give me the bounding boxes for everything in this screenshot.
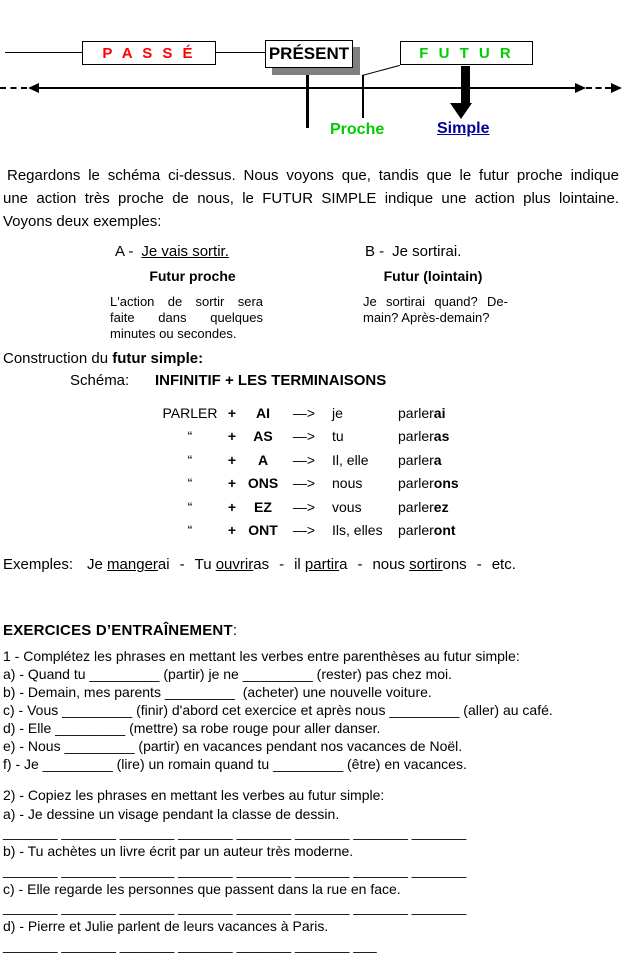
futur-simple-arrow-head-icon xyxy=(450,103,472,119)
proche-tick-line xyxy=(362,75,364,118)
note-line: faite dans quelques xyxy=(110,310,263,325)
note-line: main? Après-demain? xyxy=(363,310,490,325)
plus-sign: + xyxy=(227,405,237,421)
exemple-root: manger xyxy=(107,556,158,573)
exemples-etc: etc. xyxy=(491,556,516,573)
futur-simple-arrow-shaft xyxy=(461,66,470,104)
timeline-dash-left xyxy=(0,87,27,89)
exemple-pre: Tu xyxy=(194,556,216,573)
construction-heading xyxy=(3,350,203,367)
example-b-title: Futur (lointain) xyxy=(383,268,483,284)
pronoun-cell: Il, elle xyxy=(332,451,369,468)
ending-cell: AI xyxy=(256,405,270,421)
simple-label: Simple xyxy=(437,120,490,137)
schema-formula: INFINITIF + LES TERMINAISONS xyxy=(155,372,387,389)
exemple-item xyxy=(372,556,466,573)
plus-sign: + xyxy=(227,451,237,468)
exemple-item xyxy=(195,556,269,573)
plus-sign: + xyxy=(227,522,237,539)
part2-item: c) - Elle regarde les personnes que passent dans la rue en face. xyxy=(3,880,401,897)
pronoun-cell: Ils, elles xyxy=(332,522,383,539)
verb-cell: “ xyxy=(187,475,193,492)
ending-cell: ONS xyxy=(247,475,279,492)
verb-cell: “ xyxy=(187,428,193,445)
part2-blank-line: _______ _______ _______ _______ _______ _______ _______ _______ xyxy=(3,824,467,841)
part2-item: b) - Tu achètes un livre écrit par un auteur très moderne. xyxy=(3,843,354,860)
construction-prefix: Construction du xyxy=(3,350,113,367)
conjugated-stem: parler xyxy=(398,498,434,515)
part1-item: b) - Demain, mes parents _________ (acheter) une nouvelle voiture. xyxy=(3,684,432,700)
example-b-text: Je sortirai. xyxy=(392,243,462,260)
conjugation-row xyxy=(158,425,459,448)
conjugated-stem: parler xyxy=(398,428,434,445)
conjugated-stem: parler xyxy=(398,451,434,468)
pronoun-cell: vous xyxy=(332,498,362,515)
arrow-glyph: —> xyxy=(292,405,316,421)
futur-box xyxy=(400,41,533,65)
separator: - xyxy=(179,556,185,573)
arrow-glyph: —> xyxy=(292,451,316,468)
intro-line: Regardons le schéma ci-dessus. Nous voyons que, tandis que le futur proche indique xyxy=(7,167,619,184)
ending-cell: ONT xyxy=(248,522,278,539)
note-line: Je sortirai quand? De- xyxy=(363,294,508,309)
futur-label: F U T U R xyxy=(419,44,514,62)
exercises-title-text: EXERCICES D’ENTRAÎNEMENT xyxy=(3,622,233,639)
example-a-text: Je vais sortir. xyxy=(141,243,229,260)
proche-label: Proche xyxy=(330,121,385,138)
conjugated-suffix: ont xyxy=(433,522,456,539)
exemple-end: ai xyxy=(157,556,170,573)
exemple-pre: il xyxy=(294,556,305,573)
present-box xyxy=(265,40,353,68)
conjugated-cell xyxy=(390,472,459,495)
separator: - xyxy=(476,556,482,573)
verb-cell: PARLER xyxy=(162,405,218,421)
connector-mid-line xyxy=(214,52,265,53)
exemple-end: ons xyxy=(442,556,467,573)
conjugated-cell xyxy=(390,519,456,542)
part1-item: f) - Je _________ (lire) un romain quand tu _________ (être) en vacances. xyxy=(3,756,467,772)
conjugation-table xyxy=(158,402,459,542)
exemples-label: Exemples: xyxy=(3,556,74,573)
exemple-end: as xyxy=(253,556,270,573)
part2-blank-line: _______ _______ _______ _______ _______ _______ _______ _______ xyxy=(3,899,467,916)
verb-cell: “ xyxy=(187,522,193,539)
verb-cell: “ xyxy=(187,498,193,515)
note-line: L'action de sortir sera xyxy=(110,294,263,309)
exercise-part1 xyxy=(3,647,553,773)
conjugated-stem: parler xyxy=(398,405,434,421)
pronoun-cell: nous xyxy=(332,475,363,492)
exemple-item xyxy=(294,556,347,573)
present-label: PRÉSENT xyxy=(268,44,350,63)
example-a-label: A - xyxy=(115,243,134,260)
exemple-root: partir xyxy=(304,556,340,573)
timeline-arrowhead-far-right-icon xyxy=(611,83,622,93)
part1-instruction: 1 - Complétez les phrases en mettant les verbes entre parenthèses au futur simple: xyxy=(3,648,520,664)
conjugated-suffix: a xyxy=(433,451,442,468)
ending-cell: A xyxy=(257,451,269,468)
exemple-pre: nous xyxy=(372,556,410,573)
conjugated-suffix: ez xyxy=(433,498,449,515)
exemples-line xyxy=(3,556,516,573)
conjugation-row xyxy=(158,519,459,542)
conjugated-cell xyxy=(390,425,449,448)
construction-emphasis: futur simple: xyxy=(112,350,204,367)
exemple-root: ouvrir xyxy=(215,556,254,573)
futur-connector-slant-line xyxy=(362,65,400,76)
example-a-title: Futur proche xyxy=(149,268,236,284)
conjugated-cell xyxy=(390,449,442,472)
part1-item: e) - Nous _________ (partir) en vacances pendant nos vacances de Noël. xyxy=(3,738,463,754)
conjugation-row xyxy=(158,472,459,495)
part2-blank-line: _______ _______ _______ _______ _______ _______ _______ _______ xyxy=(3,861,467,878)
ending-cell: EZ xyxy=(254,498,272,515)
verb-cell: “ xyxy=(187,451,193,468)
intro-line: Voyons deux exemples: xyxy=(3,213,162,230)
part2-item: a) - Je dessine un visage pendant la classe de dessin. xyxy=(3,805,340,822)
conjugated-suffix: ai xyxy=(433,405,446,421)
part2-item: d) - Pierre et Julie parlent de leurs vacances à Paris. xyxy=(3,917,329,934)
conjugated-cell xyxy=(390,402,445,425)
example-b-note xyxy=(363,294,508,326)
part2-instruction: 2) - Copiez les phrases en mettant les verbes au futur simple: xyxy=(3,787,385,803)
arrow-glyph: —> xyxy=(292,522,316,539)
example-b-label: B - xyxy=(365,243,385,260)
intro-paragraph xyxy=(3,164,619,233)
exemple-end: a xyxy=(339,556,348,573)
conjugated-suffix: as xyxy=(433,428,450,445)
conjugated-stem: parler xyxy=(398,475,434,492)
example-a-sentence xyxy=(115,243,229,260)
conjugation-row xyxy=(158,449,459,472)
arrow-glyph: —> xyxy=(292,475,316,492)
pronoun-cell: tu xyxy=(332,428,344,445)
arrow-glyph: —> xyxy=(292,498,316,515)
separator: - xyxy=(279,556,285,573)
connector-left-line xyxy=(5,52,82,53)
exercises-title xyxy=(3,622,237,639)
conjugation-row xyxy=(158,496,459,519)
plus-sign: + xyxy=(227,475,237,492)
part1-item: c) - Vous _________ (finir) d'abord cet exercice et après nous _________ (aller) au café. xyxy=(3,702,553,718)
conjugated-cell xyxy=(390,496,449,519)
conjugated-stem: parler xyxy=(398,522,434,539)
ending-cell: AS xyxy=(253,428,273,445)
exemple-root: sortir xyxy=(409,556,443,573)
plus-sign: + xyxy=(227,498,237,515)
passe-box xyxy=(82,41,216,65)
part2-blank-line: _______ _______ _______ _______ _______ _______ ___ xyxy=(3,936,377,953)
example-a-note xyxy=(110,294,263,342)
exercise-part2 xyxy=(3,786,466,954)
part1-item: a) - Quand tu _________ (partir) je ne _________ (rester) pas chez moi. xyxy=(3,666,453,682)
timeline-dash-right xyxy=(586,87,611,89)
intro-line: une action très proche de nous, le FUTUR SIMPLE indique une action plus lointaine. xyxy=(3,190,619,207)
present-tick-line xyxy=(306,66,309,128)
timeline-arrowhead-right-icon xyxy=(575,83,586,93)
note-line: minutes ou secondes. xyxy=(110,326,237,341)
exercises-title-colon: : xyxy=(232,622,237,639)
plus-sign: + xyxy=(227,428,237,445)
timeline-diagram xyxy=(0,0,623,158)
exemple-item xyxy=(87,556,170,573)
conjugated-suffix: ons xyxy=(433,475,459,492)
pronoun-cell: je xyxy=(332,405,343,421)
schema-label: Schéma: xyxy=(70,372,130,389)
example-b-sentence xyxy=(365,243,461,260)
arrow-glyph: —> xyxy=(292,428,316,445)
schema-row xyxy=(0,372,623,392)
separator: - xyxy=(357,556,363,573)
part1-item: d) - Elle _________ (mettre) sa robe rouge pour aller danser. xyxy=(3,720,381,736)
passe-label: P A S S É xyxy=(102,44,196,62)
conjugation-row xyxy=(158,402,459,425)
exemple-pre: Je xyxy=(87,556,108,573)
